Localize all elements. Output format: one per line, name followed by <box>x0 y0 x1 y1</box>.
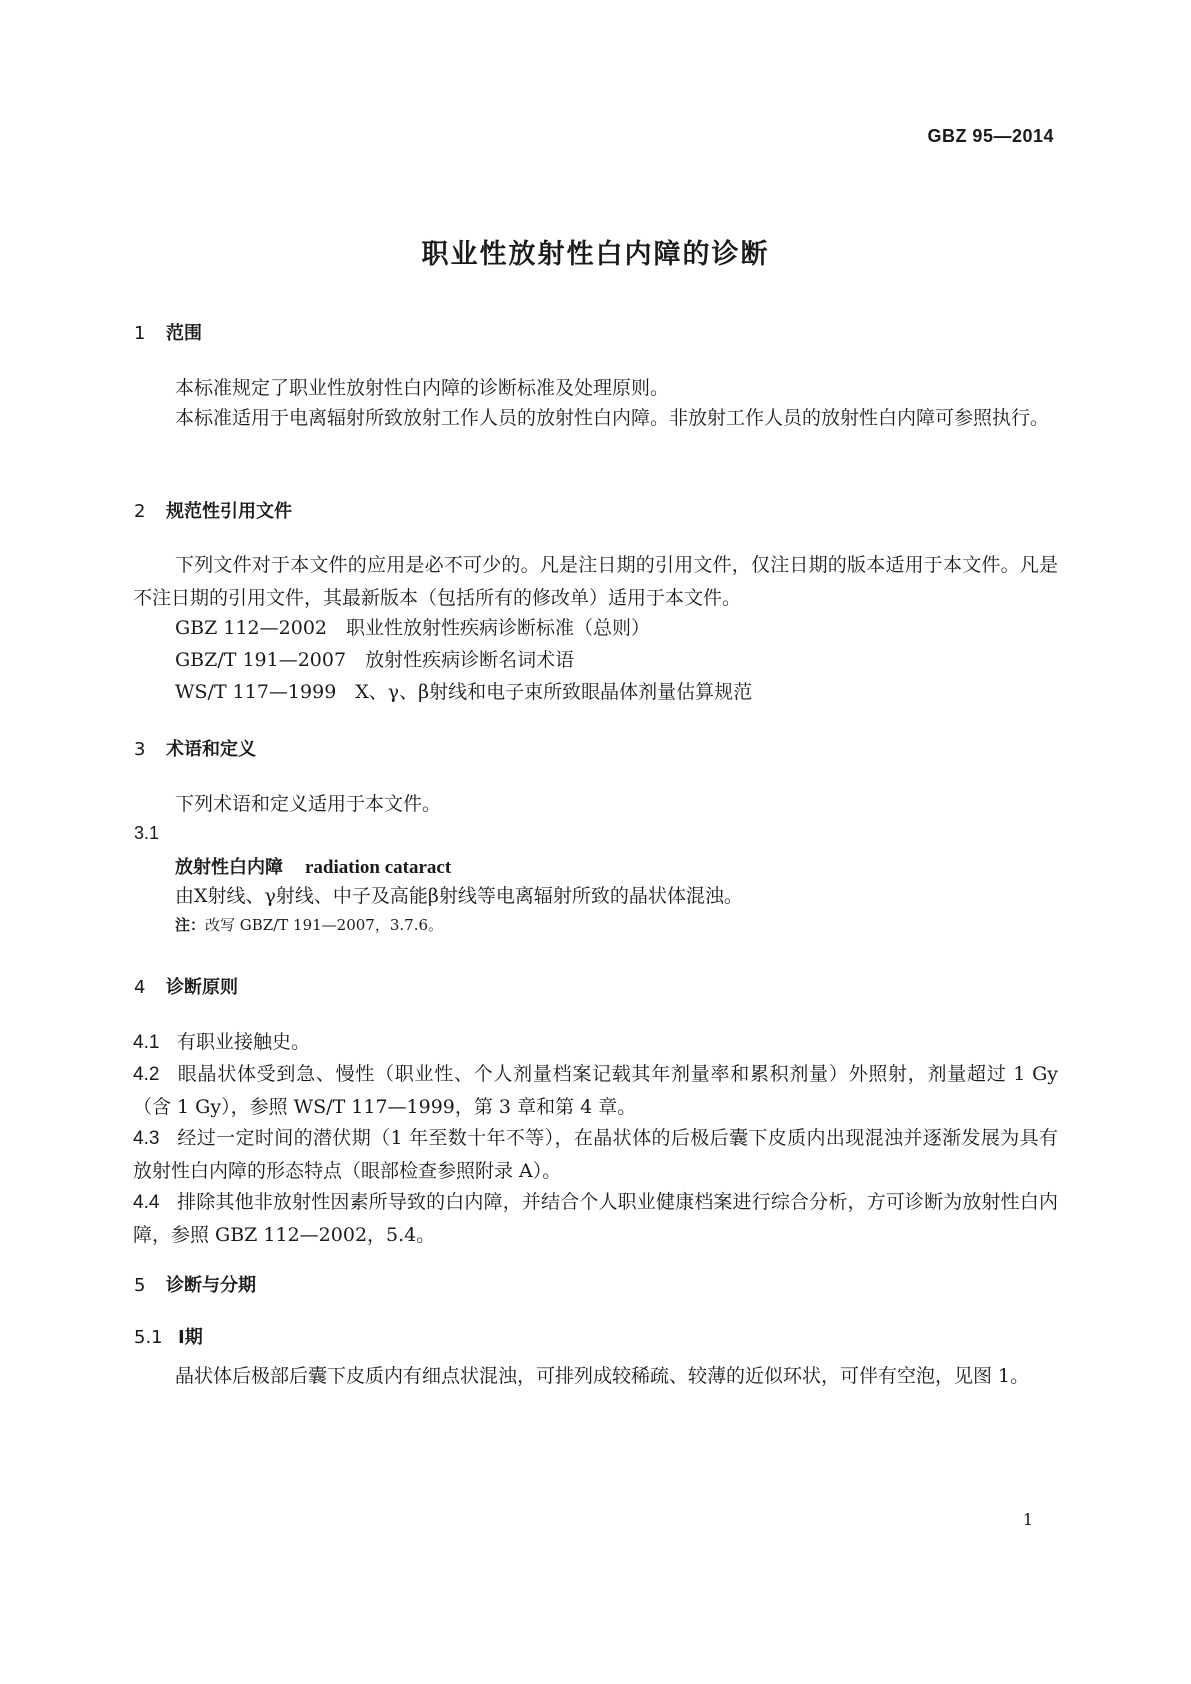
clause-text: 经过一定时间的潜伏期（1 年至数十年不等），在晶状体的后极后囊下皮质内出现混浊并逐渐发展为具有放射性白内障的形态特点（眼部检查参照附录 A）。 <box>133 1127 1058 1182</box>
clause-text: 眼晶状体受到急、慢性（职业性、个人剂量档案记载其年剂量率和累积剂量）外照射，剂量超过 1 Gy（含 1 Gy），参照 WS/T 117—1999，第 3 章和第 4 章。 <box>133 1063 1058 1118</box>
term-number: 3.1 <box>134 823 160 843</box>
clause-4-4 <box>133 1186 1058 1252</box>
section-title: 规范性引用文件 <box>166 501 292 522</box>
clause-4-3 <box>133 1122 1058 1188</box>
reference-item: WS/T 117—1999 X、γ、β射线和电子束所致眼晶体剂量估算规范 <box>175 681 753 703</box>
clause-number: 4.3 <box>133 1128 160 1149</box>
term-english: radiation cataract <box>305 857 452 878</box>
section-number: 4 <box>134 977 146 998</box>
clause-number: 4.2 <box>133 1064 160 1085</box>
section-number: 1 <box>134 323 146 344</box>
clause-text: 排除其他非放射性因素所导致的白内障，并结合个人职业健康档案进行综合分析，方可诊断为放射性白内障，参照 GBZ 112—2002，5.4。 <box>133 1191 1058 1246</box>
section-1-heading <box>134 319 202 345</box>
paragraph: 本标准适用于电离辐射所致放射工作人员的放射性白内障。非放射工作人员的放射性白内障可参照执行。 <box>175 407 1050 429</box>
note-text: 改写 GBZ/T 191—2007，3.7.6。 <box>205 916 444 934</box>
subsection-number: 5.1 <box>134 1327 163 1348</box>
subsection-title: Ⅰ期 <box>178 1327 203 1348</box>
paragraph: 本标准规定了职业性放射性白内障的诊断标准及处理原则。 <box>175 377 670 399</box>
paragraph: 下列术语和定义适用于本文件。 <box>175 793 442 815</box>
clause-number: 4.4 <box>133 1192 160 1213</box>
standard-code: GBZ 95—2014 <box>927 126 1054 146</box>
clause-text: 有职业接触史。 <box>177 1031 311 1053</box>
clause-4-1 <box>133 1026 1058 1059</box>
subsection-5-1-heading <box>134 1323 203 1349</box>
section-2-heading <box>134 497 292 523</box>
section-number: 3 <box>134 739 146 760</box>
page-title: 职业性放射性白内障的诊断 <box>421 239 770 270</box>
section-4-heading <box>134 973 238 999</box>
section-5-heading <box>134 1271 256 1297</box>
section-3-heading <box>134 735 256 761</box>
section-title: 术语和定义 <box>166 739 256 760</box>
section-number: 2 <box>134 501 146 522</box>
clause-4-2 <box>133 1058 1058 1124</box>
paragraph: 晶状体后极部后囊下皮质内有细点状混浊，可排列成较稀疏、较薄的近似环状，可伴有空泡，见图 1。 <box>175 1365 1030 1387</box>
clause-number: 4.1 <box>133 1032 160 1053</box>
note <box>175 914 443 935</box>
section-title: 诊断原则 <box>166 977 238 998</box>
paragraph: 下列文件对于本文件的应用是必不可少的。凡是注日期的引用文件，仅注日期的版本适用于本文件。凡是不注日期的引用文件，其最新版本（包括所有的修改单）适用于本文件。 <box>133 554 1058 609</box>
section-title: 范围 <box>166 323 202 344</box>
section-number: 5 <box>134 1275 146 1296</box>
term-heading <box>175 853 451 879</box>
section-title: 诊断与分期 <box>166 1275 256 1296</box>
term-chinese: 放射性白内障 <box>175 857 283 878</box>
note-label: 注： <box>175 916 206 934</box>
page-number: 1 <box>1022 1510 1033 1529</box>
reference-item: GBZ/T 191—2007 放射性疾病诊断名词术语 <box>175 649 575 671</box>
reference-item: GBZ 112—2002 职业性放射性疾病诊断标准（总则） <box>175 617 651 639</box>
term-definition: 由X射线、γ射线、中子及高能β射线等电离辐射所致的晶状体混浊。 <box>175 885 743 907</box>
